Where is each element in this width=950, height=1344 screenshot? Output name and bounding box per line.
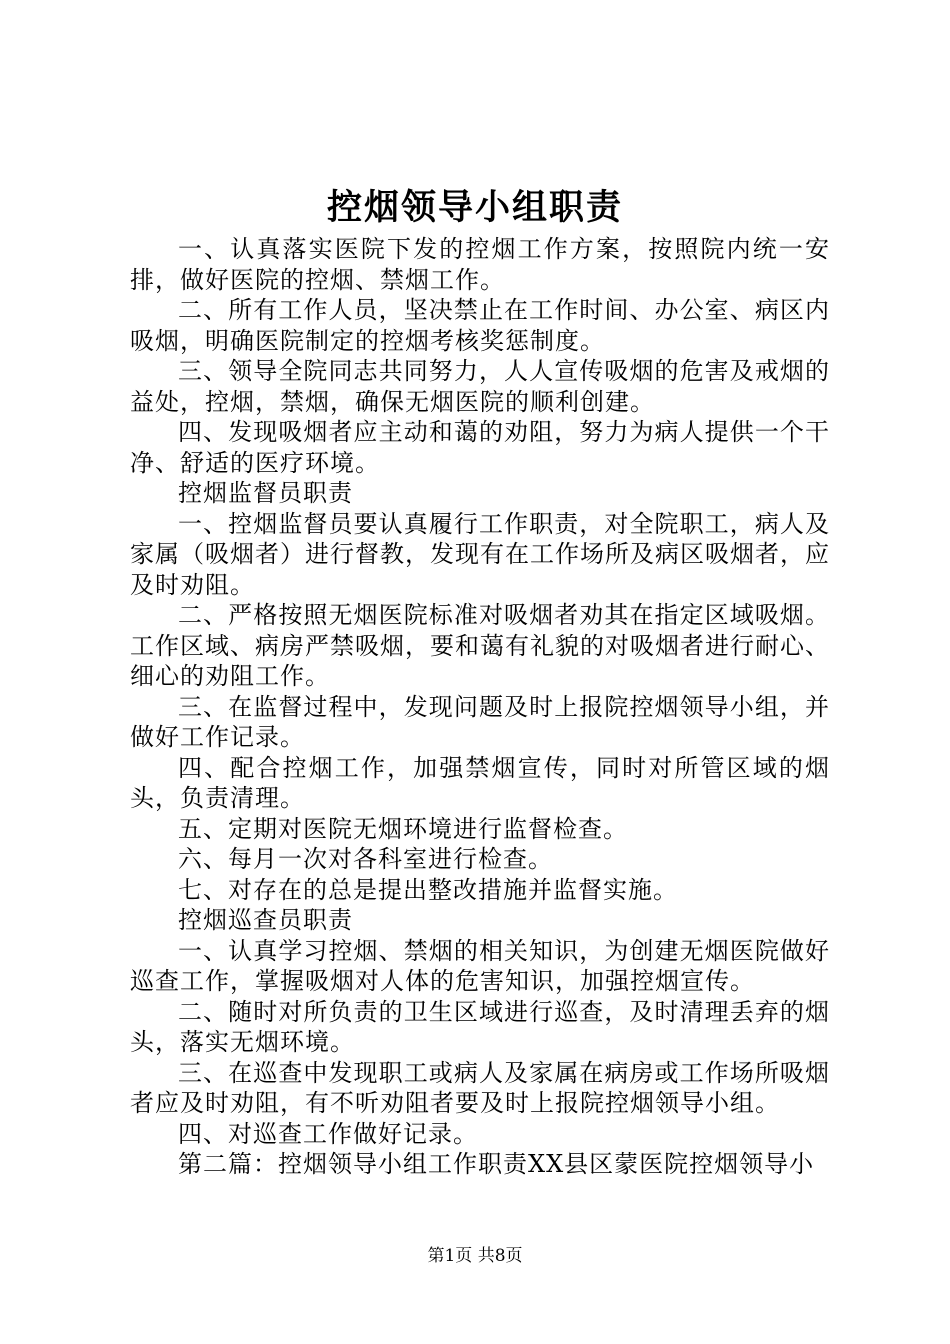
paragraph: 第二篇：控烟领导小组工作职责XX县区蒙医院控烟领导小 [178,1150,815,1178]
section-heading: 控烟监督员职责 [178,479,353,507]
paragraph: 三、领导全院同志共同努力，人人宣传吸烟的危害及戒烟的益处，控烟，禁烟，确保无烟医院的顺利创建。 [130,357,830,416]
document-body [130,234,830,1180]
paragraph: 二、所有工作人员，坚决禁止在工作时间、办公室、病区内吸烟，明确医院制定的控烟考核奖惩制度。 [130,296,830,355]
section-heading: 控烟巡查员职责 [178,906,353,934]
paragraph: 六、每月一次对各科室进行检查。 [178,845,553,873]
paragraph: 四、配合控烟工作，加强禁烟宣传，同时对所管区域的烟头，负责清理。 [130,753,830,812]
paragraph: 一、认真落实医院下发的控烟工作方案，按照院内统一安排，做好医院的控烟、禁烟工作。 [130,235,830,294]
paragraph: 四、对巡查工作做好记录。 [178,1119,478,1148]
paragraph: 一、控烟监督员要认真履行工作职责，对全院职工，病人及家属（吸烟者）进行督教，发现有在工作场所及病区吸烟者，应及时劝阻。 [130,509,830,599]
paragraph: 四、发现吸烟者应主动和蔼的劝阻，努力为病人提供一个干净、舒适的医疗环境。 [130,418,830,477]
paragraph: 三、在巡查中发现职工或病人及家属在病房或工作场所吸烟者应及时劝阻，有不听劝阻者要及时上报院控烟领导小组。 [130,1058,830,1117]
paragraph: 七、对存在的总是提出整改措施并监督实施。 [178,875,678,904]
paragraph: 一、认真学习控烟、禁烟的相关知识，为创建无烟医院做好巡查工作，掌握吸烟对人体的危害知识，加强控烟宣传。 [130,936,830,995]
page-number-footer: 第1页 共8页 [427,1246,523,1266]
paragraph: 二、严格按照无烟医院标准对吸烟者劝其在指定区域吸烟。工作区域、病房严禁吸烟，要和蔼有礼貌的对吸烟者进行耐心、细心的劝阻工作。 [130,601,830,690]
page-title: 控烟领导小组职责 [326,187,623,228]
paragraph: 三、在监督过程中，发现问题及时上报院控烟领导小组，并做好工作记录。 [130,692,830,751]
paragraph: 二、随时对所负责的卫生区域进行巡查，及时清理丢弃的烟头，落实无烟环境。 [130,997,830,1056]
paragraph: 五、定期对医院无烟环境进行监督检查。 [178,814,628,843]
